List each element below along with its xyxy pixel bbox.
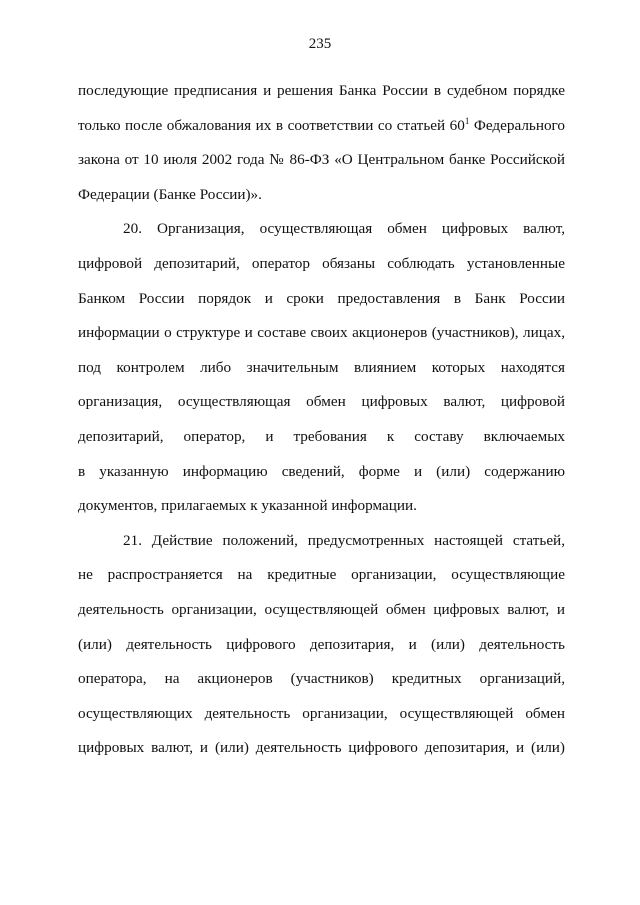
text-line-content: цифровой депозитарий, оператор обязаны соблюдать установленные [78,254,565,272]
text-line-content: последующие предписания и решения Банка России в судебном порядке [78,82,565,99]
page-number: 235 [308,36,332,52]
text-line-tail: Федерального [469,116,565,134]
text-line-content: под контролем либо значительным влиянием которых находятся [78,358,565,376]
text-line [78,420,565,455]
superscript: 1 [464,115,470,126]
text-line-content: в указанную информацию сведений, форме и (или) содержанию [78,462,565,480]
document-body [78,74,565,766]
text-line [78,247,565,282]
text-line-content: только после обжалования их в соответствии со статьей 60 [78,116,465,134]
text-line-content: документов, прилагаемых к указанной информации. [78,497,417,515]
text-line [78,489,565,524]
text-line [78,662,565,697]
text-line-content: не распространяется на кредитные организации, осуществляющие [78,566,565,584]
text-line [78,524,565,559]
text-line-content: Банком России порядок и сроки предоставления в Банк России [78,289,565,307]
text-line-content: организация, осуществляющая обмен цифровых валют, цифровой [78,393,565,411]
text-line-content: деятельность организации, осуществляющей обмен цифровых валют, и [78,600,565,618]
text-line-content: закона от 10 июля 2002 года № 86-ФЗ «О Центральном банке Российской [78,151,565,169]
text-line [78,109,565,144]
text-line-content: информации о структуре и составе своих акционеров (участников), лицах, [78,324,565,342]
text-line-content: (или) деятельность цифрового депозитария, и (или) деятельность [78,635,565,653]
text-line-content: депозитарий, оператор, и требования к составу включаемых [78,427,565,445]
text-line-content: Федерации (Банке России)». [78,185,262,203]
text-line-content: 21. Действие положений, предусмотренных настоящей статьей, [123,531,565,549]
text-line [78,731,565,766]
text-line [78,74,565,109]
text-line [78,351,565,386]
text-line [78,282,565,317]
text-line-content: цифровых валют, и (или) деятельность цифрового депозитария, и (или) [78,739,565,757]
text-line [78,628,565,663]
text-line-content: оператора, на акционеров (участников) кредитных организаций, [78,670,565,688]
text-line [78,178,565,213]
text-line [78,697,565,732]
text-line [78,316,565,351]
text-line [78,143,565,178]
text-line-content: осуществляющих деятельность организации, осуществляющей обмен [78,704,565,722]
text-line [78,558,565,593]
text-line [78,212,565,247]
text-line [78,385,565,420]
text-line [78,593,565,628]
text-line [78,455,565,490]
text-line-content: 20. Организация, осуществляющая обмен цифровых валют, [123,220,565,238]
